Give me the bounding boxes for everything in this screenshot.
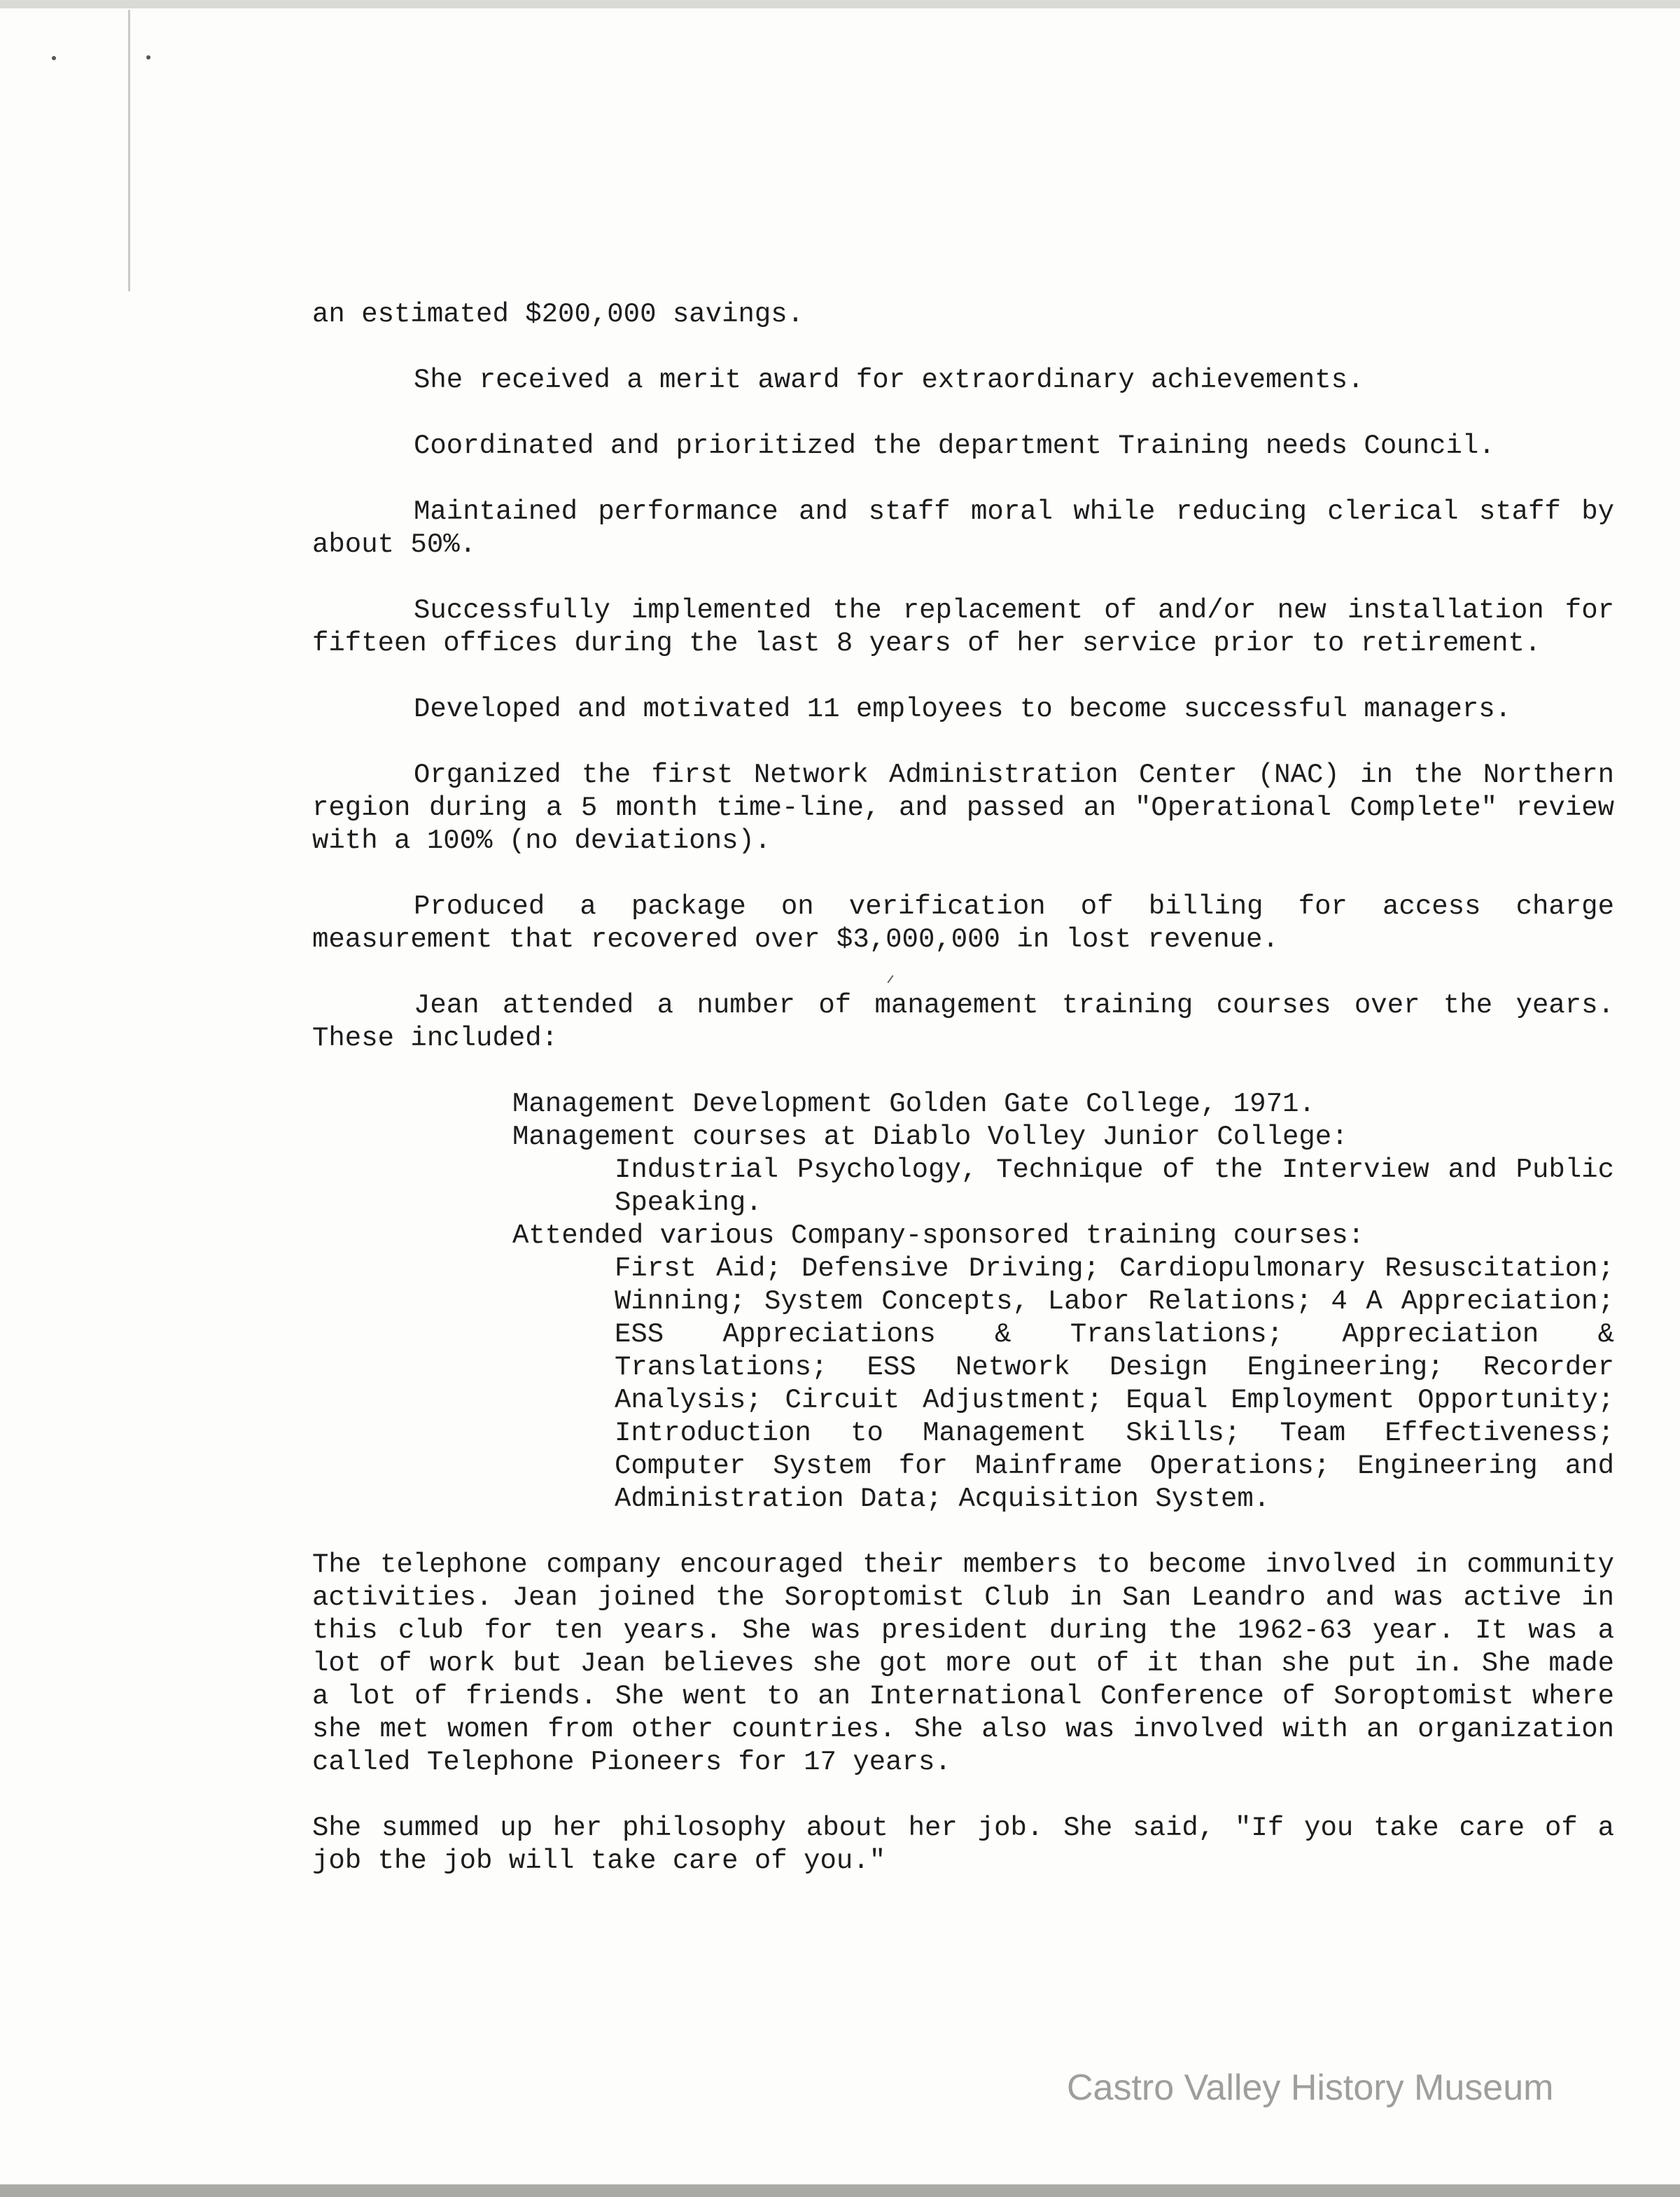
paragraph: She summed up her philosophy about her job. She said, "If you take care of a job the job will take care of you." bbox=[312, 1813, 1614, 1876]
paragraph: The telephone company encouraged their members to become involved in community activities. Jean joined the Soroptomist Club in San Leandro and was active in this club for ten years. She was president during the 1962-63 year. It was a lot of work but Jean believes she got more out of it than she put in. She made a lot of friends. She went to an International Conference of Soroptomist where she met women from other countries. She also was involved with an organization called Telephone Pioneers for 17 years. bbox=[312, 1549, 1614, 1778]
scan-top-edge bbox=[0, 0, 1680, 8]
course-detail: Industrial Psychology, Technique of the Interview and Public Speaking. bbox=[615, 1155, 1614, 1218]
paragraph: an estimated $200,000 savings. bbox=[312, 299, 804, 330]
course-item bbox=[312, 1220, 1614, 1516]
training-course-list bbox=[312, 1088, 1614, 1516]
scan-bottom-edge bbox=[0, 2184, 1680, 2197]
scan-speck bbox=[52, 56, 56, 60]
course-heading: Management courses at Diablo Volley Junior College: bbox=[512, 1122, 1348, 1152]
paragraph: Coordinated and prioritized the department Training needs Council. bbox=[414, 431, 1495, 461]
course-heading: Attended various Company-sponsored training courses: bbox=[512, 1220, 1364, 1251]
paragraph: Successfully implemented the replacement of and/or new installation for fifteen offices during the last 8 years of her service prior to retirement. bbox=[312, 595, 1614, 659]
paragraph: Developed and motivated 11 employees to become successful managers. bbox=[414, 694, 1512, 725]
course-heading: Management Development Golden Gate College, 1971. bbox=[512, 1089, 1315, 1120]
paragraph: Jean attended a number of management training courses over the years. These included: bbox=[312, 990, 1614, 1054]
paragraph: Maintained performance and staff moral while reducing clerical staff by about 50%. bbox=[312, 496, 1614, 560]
watermark: Castro Valley History Museum bbox=[1067, 2067, 1554, 2108]
scan-speck bbox=[146, 55, 150, 60]
course-item bbox=[312, 1121, 1614, 1220]
paragraphs-before bbox=[312, 298, 1614, 1055]
paragraph: Produced a package on verification of billing for access charge measurement that recovered over $3,000,000 in lost revenue. bbox=[312, 891, 1614, 955]
document-body bbox=[312, 298, 1614, 1878]
course-detail: First Aid; Defensive Driving; Cardiopulmonary Resuscitation; Winning; System Concepts, Labor Relations; 4 A Appreciation; ESS Appreciations & Translations; Appreciation & Translations; ESS Network Design Engineering; Recorder Analysis; Circuit Adjustment; Equal Employment Opportunity; Introduction to Management Skills; Team Effectiveness; Computer System for Mainframe Operations; Engineering and Administration Data; Acquisition System. bbox=[615, 1253, 1614, 1514]
binding-line bbox=[128, 10, 130, 291]
course-item bbox=[312, 1088, 1614, 1121]
paragraph: She received a merit award for extraordinary achievements. bbox=[414, 365, 1364, 396]
paragraphs-after bbox=[312, 1549, 1614, 1878]
paragraph: Organized the first Network Administration Center (NAC) in the Northern region during a 5 month time-line, and passed an "Operational Complete" review with a 100% (no deviations). bbox=[312, 760, 1614, 856]
